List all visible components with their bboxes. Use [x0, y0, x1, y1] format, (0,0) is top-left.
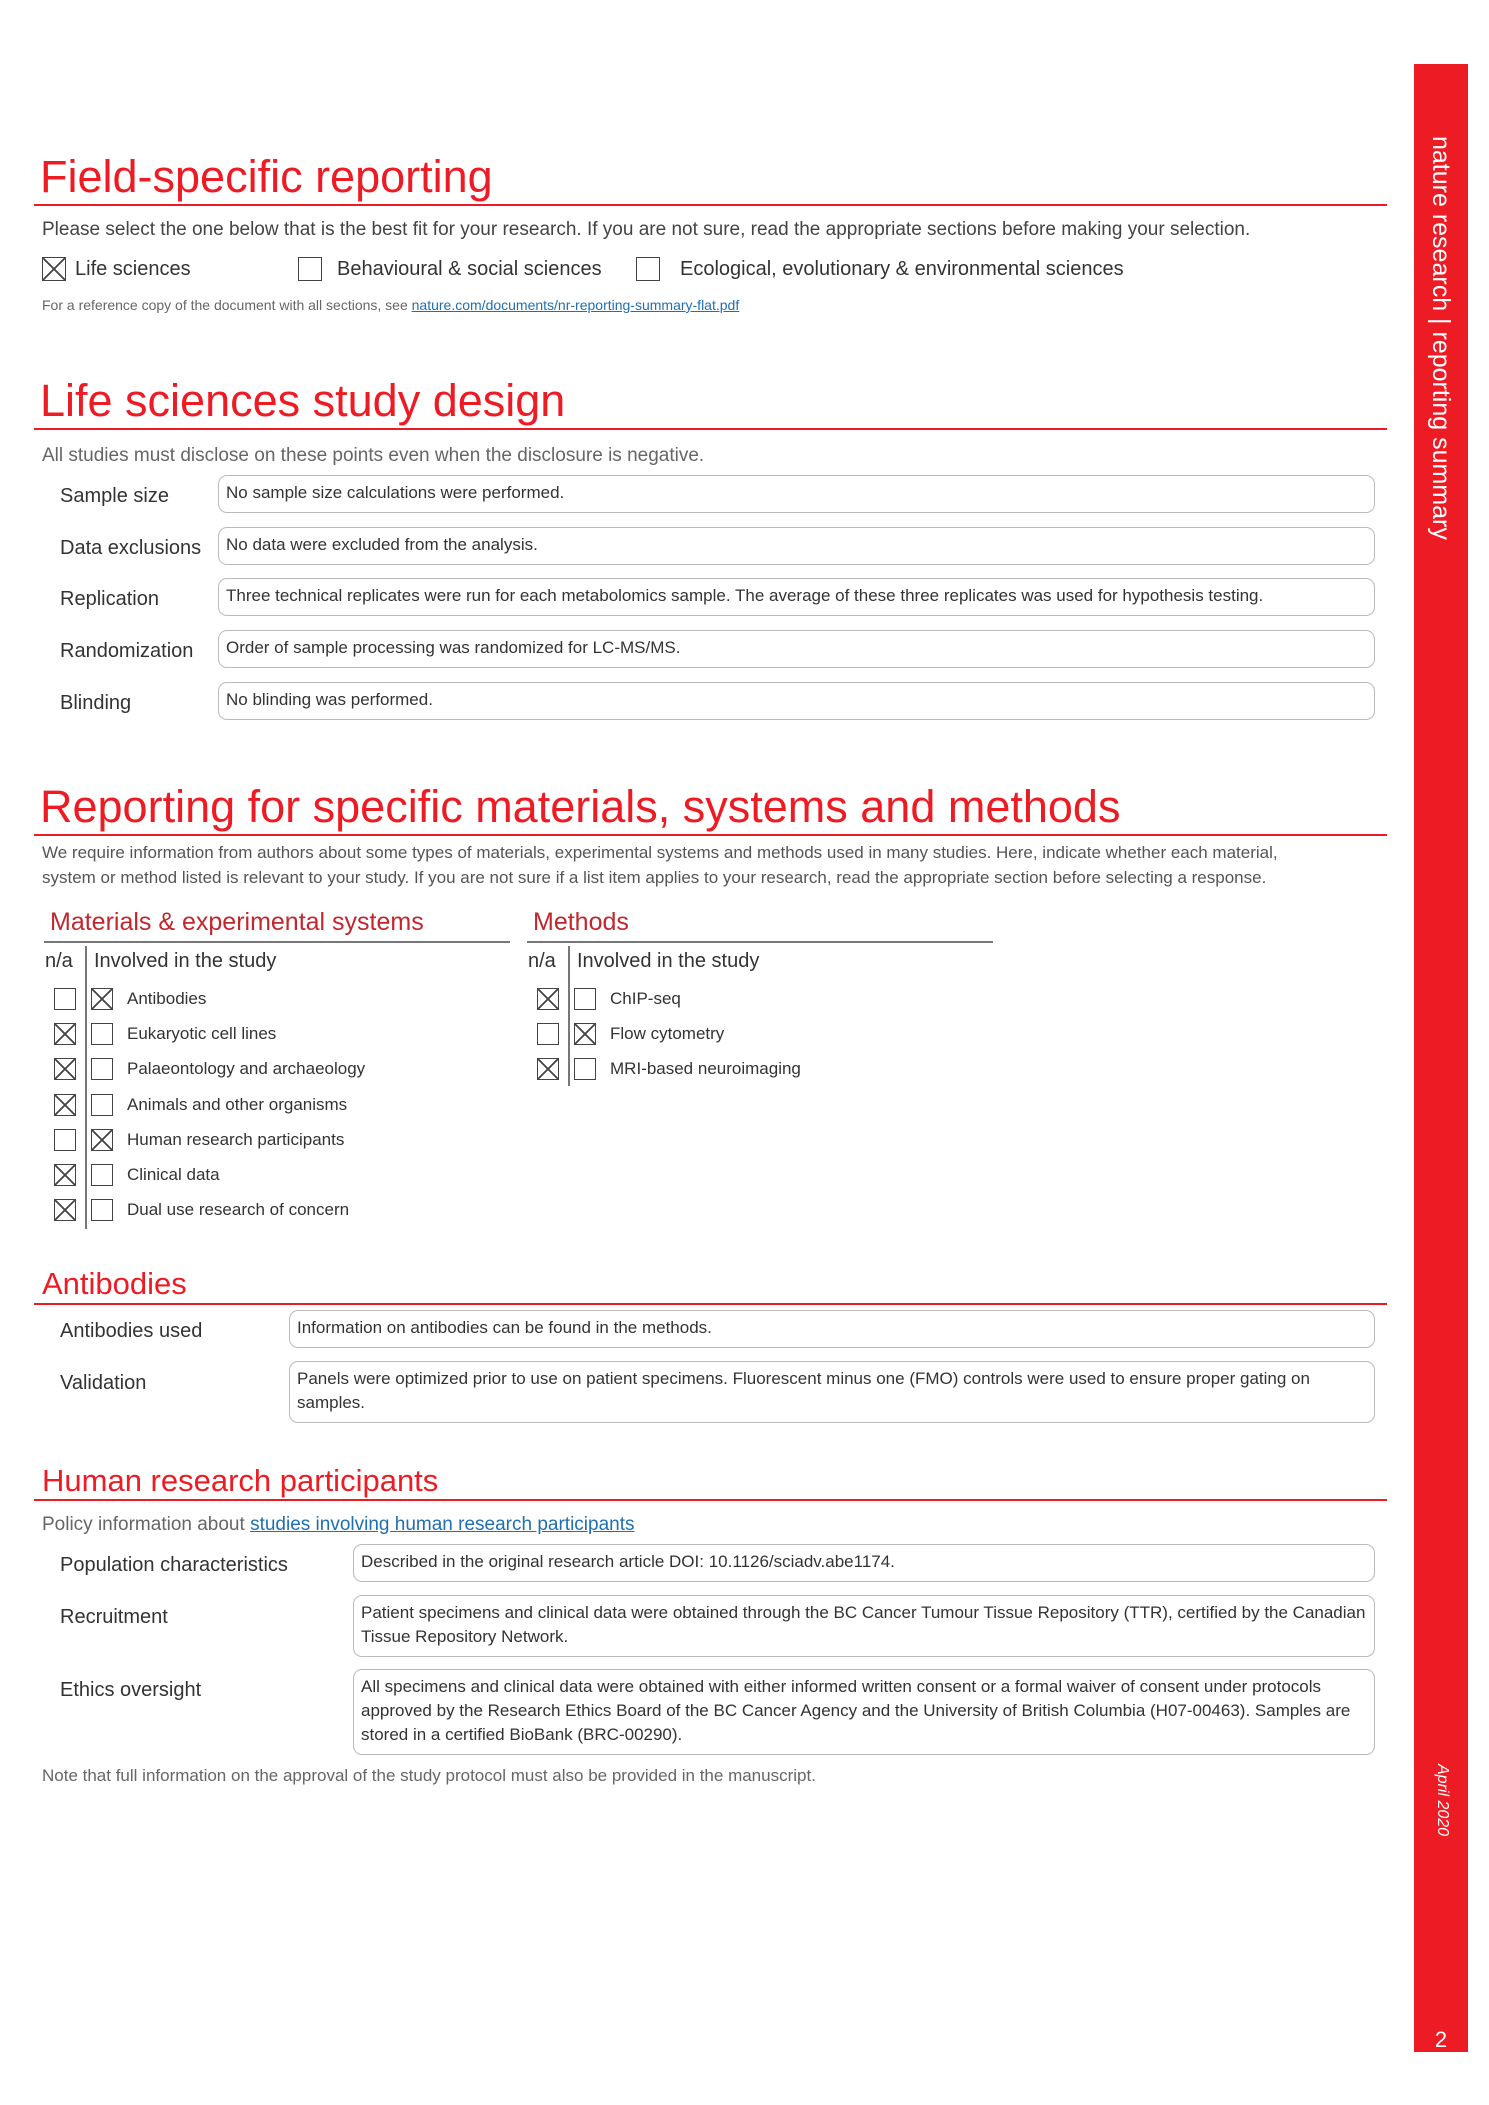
data-exclusions-field[interactable]: No data were excluded from the analysis.	[218, 527, 1375, 565]
section-rule	[34, 1499, 1387, 1501]
methods-involved-checkbox[interactable]	[574, 1023, 596, 1045]
systems-item-label: Eukaryotic cell lines	[127, 1024, 277, 1044]
running-title: nature research | reporting summary	[1427, 136, 1455, 540]
ethics-label: Ethics oversight	[60, 1679, 202, 1701]
replication-field[interactable]: Three technical replicates were run for each metabolomics sample. The average of these three replicates was used for hypothesis testing.	[218, 578, 1375, 616]
antibodies-used-label: Antibodies used	[60, 1320, 203, 1342]
systems-na-header: n/a	[45, 950, 73, 972]
population-label: Population characteristics	[60, 1554, 288, 1576]
reference-link[interactable]: nature.com/documents/nr-reporting-summary-flat.pdf	[411, 297, 740, 313]
sample-size-label: Sample size	[60, 485, 169, 507]
validation-label: Validation	[60, 1372, 147, 1394]
systems-involved-checkbox[interactable]	[91, 1058, 113, 1080]
policy-info	[42, 1514, 635, 1536]
blinding-label: Blinding	[60, 692, 132, 714]
methods-na-checkbox[interactable]	[537, 1023, 559, 1045]
methods-item-label: MRI-based neuroimaging	[610, 1059, 801, 1079]
methods-na-checkbox[interactable]	[537, 988, 559, 1010]
approval-note: Note that full information on the approval of the study protocol must also be provided in the manuscript.	[42, 1766, 816, 1785]
methods-rule	[527, 941, 993, 943]
sample-size-field[interactable]: No sample size calculations were performed.	[218, 475, 1375, 513]
recruitment-field[interactable]: Patient specimens and clinical data were obtained through the BC Cancer Tumour Tissue Repository (TTR), certified by the Canadian Tissue Repository Network.	[353, 1595, 1375, 1657]
systems-involved-checkbox[interactable]	[91, 1023, 113, 1045]
field-instruction: Please select the one below that is the best fit for your research. If you are not sure, read the appropriate sections before making your selection.	[42, 219, 1251, 240]
policy-prefix: Policy information about	[42, 1514, 251, 1535]
systems-involved-checkbox[interactable]	[91, 988, 113, 1010]
study-design-intro: All studies must disclose on these points even when the disclosure is negative.	[42, 445, 705, 466]
reference-prefix: For a reference copy of the document with all sections, see	[42, 297, 412, 313]
replication-label: Replication	[60, 588, 159, 610]
systems-item-label: Dual use research of concern	[127, 1200, 350, 1220]
systems-na-checkbox[interactable]	[54, 1199, 76, 1221]
behavioural-checkbox[interactable]	[298, 257, 322, 281]
blinding-field[interactable]: No blinding was performed.	[218, 682, 1375, 720]
field-specific-heading: Field-specific reporting	[40, 151, 493, 202]
behavioural-label: Behavioural & social sciences	[337, 258, 602, 280]
methods-title: Methods	[533, 908, 629, 936]
systems-na-checkbox[interactable]	[54, 1023, 76, 1045]
systems-item-label: Clinical data	[127, 1165, 220, 1184]
antibodies-used-field[interactable]: Information on antibodies can be found in the methods.	[289, 1310, 1375, 1348]
validation-field[interactable]: Panels were optimized prior to use on patient specimens. Fluorescent minus one (FMO) controls were used to ensure proper gating on samples.	[289, 1361, 1375, 1423]
systems-na-checkbox[interactable]	[54, 1058, 76, 1080]
systems-involved-checkbox[interactable]	[91, 1199, 113, 1221]
page-number: 2	[1434, 2027, 1448, 2052]
methods-na-header: n/a	[528, 950, 556, 972]
materials-intro-line: system or method listed is relevant to your study. If you are not sure if a list item applies to your research, read the appropriate section before selecting a response.	[42, 868, 1267, 887]
systems-title: Materials & experimental systems	[50, 908, 424, 936]
randomization-label: Randomization	[60, 640, 194, 662]
recruitment-label: Recruitment	[60, 1606, 168, 1628]
ethics-field[interactable]: All specimens and clinical data were obtained with either informed written consent or a formal waiver of consent under protocols approved by the Research Ethics Board of the BC Cancer Agency and the University of British Columbia (H07-00463). Samples are stored in a certified BioBank (BRC-00290).	[353, 1669, 1375, 1755]
systems-involved-header: Involved in the study	[94, 950, 277, 972]
systems-rule	[44, 941, 510, 943]
life-sciences-label: Life sciences	[75, 258, 191, 280]
systems-involved-checkbox[interactable]	[91, 1094, 113, 1116]
reference-note	[42, 297, 739, 313]
systems-item-label: Human research participants	[127, 1129, 345, 1149]
systems-involved-checkbox[interactable]	[91, 1164, 113, 1186]
methods-involved-header: Involved in the study	[577, 950, 760, 972]
methods-item-label: ChIP-seq	[610, 989, 681, 1008]
methods-divider	[568, 946, 570, 1086]
methods-involved-checkbox[interactable]	[574, 1058, 596, 1080]
methods-involved-checkbox[interactable]	[574, 988, 596, 1010]
randomization-field[interactable]: Order of sample processing was randomized for LC-MS/MS.	[218, 630, 1375, 668]
methods-item-label: Flow cytometry	[610, 1024, 725, 1044]
side-band	[1414, 64, 1468, 2052]
systems-na-checkbox[interactable]	[54, 1164, 76, 1186]
section-rule	[34, 428, 1387, 430]
systems-divider	[85, 946, 87, 1229]
section-rule	[34, 204, 1387, 206]
systems-involved-checkbox[interactable]	[91, 1129, 113, 1151]
systems-na-checkbox[interactable]	[54, 1094, 76, 1116]
materials-heading: Reporting for specific materials, systems and methods	[40, 781, 1121, 832]
ecological-label: Ecological, evolutionary & environmental sciences	[680, 258, 1124, 280]
systems-item-label: Antibodies	[127, 989, 207, 1008]
section-rule	[34, 834, 1387, 836]
systems-na-checkbox[interactable]	[54, 988, 76, 1010]
antibodies-heading: Antibodies	[42, 1266, 187, 1301]
study-design-heading: Life sciences study design	[40, 375, 566, 426]
methods-na-checkbox[interactable]	[537, 1058, 559, 1080]
systems-na-checkbox[interactable]	[54, 1129, 76, 1151]
version-date: April 2020	[1434, 1764, 1451, 1837]
section-rule	[34, 1303, 1387, 1305]
life-sciences-checkbox[interactable]	[42, 257, 66, 281]
systems-item-label: Animals and other organisms	[127, 1094, 348, 1114]
ecological-checkbox[interactable]	[636, 257, 660, 281]
policy-link[interactable]: studies involving human research participants	[250, 1514, 635, 1535]
human-participants-heading: Human research participants	[42, 1463, 439, 1498]
population-field[interactable]: Described in the original research article DOI: 10.1126/sciadv.abe1174.	[353, 1544, 1375, 1582]
data-exclusions-label: Data exclusions	[60, 537, 202, 559]
materials-intro-line: We require information from authors about some types of materials, experimental systems and methods used in many studies. Here, indicate whether each material,	[42, 843, 1278, 862]
materials-intro	[42, 840, 1392, 890]
systems-item-label: Palaeontology and archaeology	[127, 1059, 366, 1079]
